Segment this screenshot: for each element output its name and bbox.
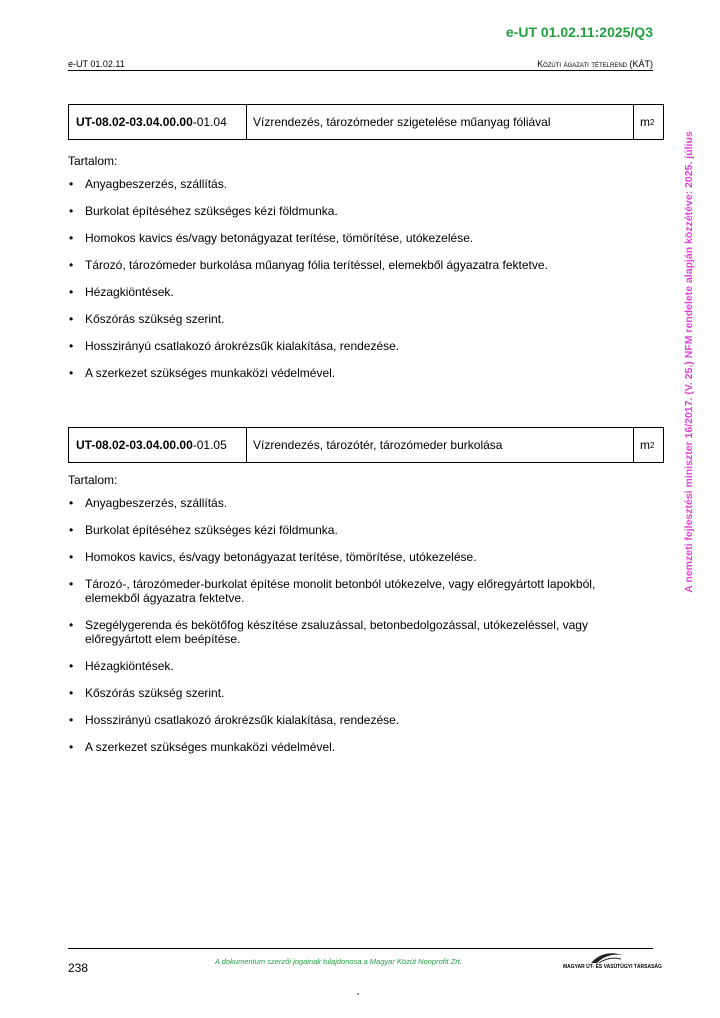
publication-watermark (682, 97, 696, 627)
item-contents-2 (68, 473, 643, 767)
list-item: • Kőszórás szükség szerint. (68, 312, 643, 326)
item-code-main: UT-08.02-03.04.00.00 (76, 115, 193, 129)
item-code-cell (69, 105, 247, 139)
list-item: • Hézagkiöntések. (68, 659, 643, 673)
list-item: • Anyagbeszerzés, szállítás. (68, 177, 643, 191)
contents-list (68, 496, 643, 754)
list-item: • Homokos kavics és/vagy betonágyazat terítése, tömörítése, utókezelése. (68, 231, 643, 245)
list-item: • Tározó, tározómeder burkolása műanyag fólia terítéssel, elemekből ágyazatra fektetve. (68, 258, 643, 272)
item-table-2 (68, 427, 664, 463)
unit-base: m (640, 115, 650, 129)
society-logo (563, 951, 662, 973)
contents-label: Tartalom: (68, 154, 118, 168)
list-item: • Anyagbeszerzés, szállítás. (68, 496, 643, 510)
logo-swoosh-icon (589, 951, 625, 965)
unit-exponent: 2 (650, 117, 655, 127)
item-code-cell (69, 428, 247, 462)
contents-list (68, 177, 643, 380)
logo-text: MAGYAR ÚT- ÉS VASÚTÜGYI TÁRSASÁG (563, 964, 662, 970)
contents-label: Tartalom: (68, 473, 118, 487)
item-description: Vízrendezés, tározómeder szigetelése műanyag fóliával (247, 105, 634, 139)
footer-divider (68, 948, 653, 949)
copyright-notice: A dokumentum szerzői jogainak tulajdonosa a Magyar Közút Nonprofit Zrt. (215, 957, 462, 966)
item-code-suffix: -01.04 (192, 115, 227, 129)
page-header (68, 58, 653, 71)
list-item: • Kőszórás szükség szerint. (68, 686, 643, 700)
list-item: • A szerkezet szükséges munkaközi védelmével. (68, 740, 643, 754)
list-item: • Hézagkiöntések. (68, 285, 643, 299)
list-item: • Burkolat építéséhez szükséges kézi földmunka. (68, 523, 643, 537)
item-contents-1 (68, 154, 643, 393)
unit-base: m (640, 438, 650, 452)
unit-exponent: 2 (650, 440, 655, 450)
item-table-1 (68, 104, 664, 140)
document-code: e-UT 01.02.11:2025/Q3 (505, 24, 653, 40)
item-description: Vízrendezés, tározótér, tározómeder burkolása (247, 428, 634, 462)
item-unit (634, 428, 663, 462)
speck (357, 993, 359, 995)
list-item: • Homokos kavics, és/vagy betonágyazat terítése, tömörítése, utókezelése. (68, 550, 643, 564)
list-item: • Hosszirányú csatlakozó árokrézsűk kialakítása, rendezése. (68, 339, 643, 353)
watermark-text: A nemzeti fejlesztési miniszter 16/2017. (V. 25.) NFM rendelete alapján közzétéve: 2025. július (683, 131, 695, 593)
item-code-suffix: -01.05 (192, 438, 227, 452)
list-item: • Burkolat építéséhez szükséges kézi földmunka. (68, 204, 643, 218)
header-left-text: e-UT 01.02.11 (68, 59, 125, 69)
item-code-main: UT-08.02-03.04.00.00 (76, 438, 193, 452)
list-item: • Hosszirányú csatlakozó árokrézsűk kialakítása, rendezése. (68, 713, 643, 727)
list-item: • Tározó-, tározómeder-burkolat építése monolit betonból utókezelve, vagy előregyártott lapokból, elemekből ágyazatra fektetve. (68, 577, 643, 605)
item-unit (634, 105, 663, 139)
list-item: • A szerkezet szükséges munkaközi védelmével. (68, 366, 643, 380)
list-item: • Szegélygerenda és bekötőfog készítése zsaluzással, betonbedolgozással, utókezeléssel, vagy előregyártott elem beépítése. (68, 618, 643, 646)
page-number: 238 (68, 961, 89, 975)
header-right-text: Közúti ágazati tételrend (KÁT) (537, 59, 653, 69)
